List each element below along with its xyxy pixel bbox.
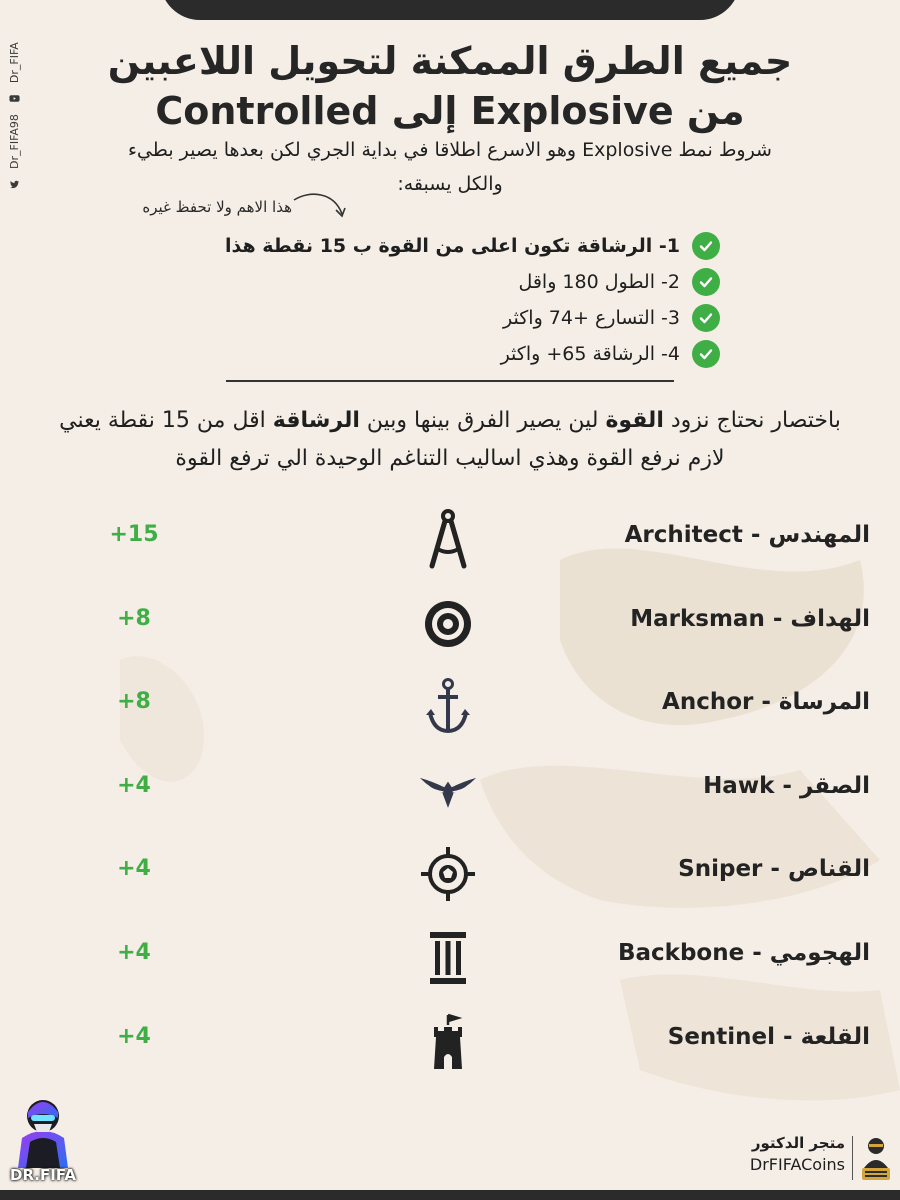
check-icon	[692, 268, 720, 296]
chem-style-name: الهداف - Marksman	[630, 605, 870, 632]
compass-icon	[418, 506, 478, 574]
chem-style-row	[0, 1002, 900, 1086]
summary-paragraph	[50, 402, 850, 478]
anchor-icon	[418, 673, 478, 741]
chem-style-name: القناص - Sniper	[678, 856, 870, 883]
page-title	[60, 36, 840, 136]
chem-style-row	[0, 834, 900, 918]
tower-icon	[418, 1008, 478, 1076]
store-name-arabic: متجر الدكتور	[751, 1134, 845, 1152]
youtube-icon	[9, 93, 20, 104]
store-separator	[852, 1136, 853, 1180]
condition-item	[420, 336, 720, 372]
chem-style-name: المرساة - Anchor	[662, 689, 870, 716]
strength-boost-value: +4	[117, 772, 151, 798]
strength-boost-value: +4	[117, 856, 151, 882]
hawk-icon	[418, 757, 478, 825]
chem-styles-list	[0, 500, 900, 1085]
condition-item	[420, 300, 720, 336]
condition-text: 2- الطول 180 واقل	[518, 271, 680, 293]
summary-highlight-strength: القوة	[605, 408, 664, 433]
chem-style-name: الهجومي - Backbone	[617, 939, 870, 966]
condition-item	[420, 264, 720, 300]
chem-style-name: القلعة - Sentinel	[667, 1023, 870, 1050]
summary-highlight-agility: الرشاقة	[272, 408, 360, 433]
store-branding	[735, 1132, 845, 1176]
target-icon	[418, 590, 478, 658]
chem-style-name: الصقر - Hawk	[703, 772, 870, 799]
avatar-logo-icon	[4, 1088, 82, 1168]
condition-text: 1- الرشاقة تكون اعلى من القوة ب 15 نقطة هذا	[224, 235, 680, 257]
logo-label: DR.FIFA	[10, 1166, 76, 1184]
top-header-bar	[160, 0, 740, 20]
twitter-icon	[9, 179, 20, 190]
title-line-2: من Explosive إلى Controlled	[155, 89, 745, 133]
drfifa-coins-logo-icon	[858, 1134, 894, 1182]
condition-text: 4- الرشاقة 65+ واكثر	[500, 343, 680, 365]
chem-style-row	[0, 751, 900, 835]
important-note: هذا الاهم ولا تحفظ غيره	[142, 198, 292, 216]
strength-boost-value: +4	[117, 1023, 151, 1049]
section-divider	[226, 380, 674, 382]
strength-boost-value: +8	[117, 689, 151, 715]
title-line-1: جميع الطرق الممكنة لتحويل اللاعبين	[107, 39, 793, 83]
curved-arrow-icon	[290, 190, 350, 224]
chem-style-row	[0, 918, 900, 1002]
social-handle-secondary: Dr_FIFA	[8, 42, 21, 84]
chem-style-row	[0, 584, 900, 668]
summary-part: لين يصير الفرق بينها وبين	[359, 408, 606, 433]
condition-item	[224, 228, 720, 264]
strength-boost-value: +4	[117, 939, 151, 965]
condition-text: 3- التسارع +74 واكثر	[503, 307, 680, 329]
summary-part: باختصار نحتاج نزود	[663, 408, 841, 433]
chem-style-name: المهندس - Architect	[624, 522, 870, 548]
crosshair-icon	[418, 840, 478, 908]
check-icon	[692, 304, 720, 332]
subtitle: شروط نمط Explosive وهو الاسرع اطلاقا في بداية الجري لكن بعدها يصير بطيء والكل يسبقه:	[128, 139, 772, 195]
chem-style-row	[0, 667, 900, 751]
explosive-conditions-list	[224, 228, 720, 372]
strength-boost-value: +15	[109, 522, 159, 547]
social-handle-primary: Dr_FIFA98	[8, 114, 21, 169]
bottom-footer-bar	[0, 1190, 900, 1200]
strength-boost-value: +8	[117, 605, 151, 631]
check-icon	[692, 340, 720, 368]
store-name-english: DrFIFACoins	[749, 1155, 845, 1174]
drfifa-logo	[4, 1088, 82, 1184]
pillar-icon	[418, 924, 478, 992]
check-icon	[692, 232, 720, 260]
social-handles	[6, 30, 26, 190]
summary-part: اقل من 15 نقطة يعني لازم نرفع القوة وهذي اساليب التناغم الوحيدة الي ترفع القوة	[59, 408, 725, 471]
chem-style-row	[0, 500, 900, 584]
